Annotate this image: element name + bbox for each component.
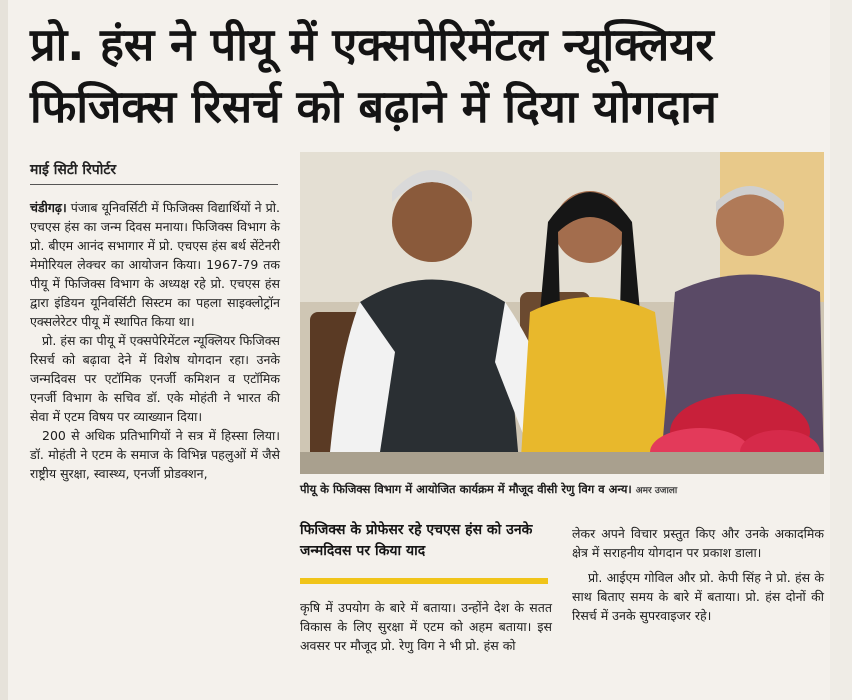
column-3-paragraph-1: लेकर अपने विचार प्रस्तुत किए और उनके अकादमिक क्षेत्र में सराहनीय योगदान पर प्रकाश डाला। bbox=[572, 526, 824, 560]
headline-line-1: प्रो. हंस ने पीयू में एक्सपेरिमेंटल न्यूक्लियर bbox=[30, 18, 714, 71]
photo-caption-text: पीयू के फिजिक्स विभाग में आयोजित कार्यक्रम में मौजूद वीसी रेणु विग व अन्य। bbox=[300, 482, 632, 496]
article-column-3 bbox=[572, 524, 824, 625]
subheading-rule bbox=[300, 578, 548, 584]
dateline: चंडीगढ़। bbox=[30, 200, 67, 215]
byline: माई सिटी रिपोर्टर bbox=[30, 162, 117, 178]
article-column-1 bbox=[30, 198, 280, 483]
headline bbox=[30, 14, 830, 138]
paragraph-1-text: पंजाब यूनिवर्सिटी में फिजिक्स विद्यार्थियों ने प्रो. एचएस हंस का जन्म दिवस मनाया। फिजिक्स विभाग के प्रो. बीएम आनंद सभागार में प्रो. एचएस हंस बर्थ सेंटेनरी मेमोरियल लेक्चर का आयोजन किया। 1967-79 तक पीयू में फिजिक्स विभाग के अध्यक्ष रहे प्रो. एचएस हंस द्वारा इंडियन यूनिवर्सिटी सिस्टम का पहला साइक्लोट्रॉन एक्सलेरेटर पीयू में स्थापित किया था। bbox=[30, 200, 280, 329]
subheading: फिजिक्स के प्रोफेसर रहे एचएस हंस को उनके जन्मदिवस पर किया याद bbox=[300, 522, 533, 559]
column-2-paragraph: कृषि में उपयोग के बारे में बताया। उन्होंने देश के सतत विकास के लिए सुरक्षा में एटम को अहम बताया। इस अवसर पर मौजूद प्रो. रेणु विग ने भी प्रो. हंस को bbox=[300, 600, 552, 653]
adjacent-column-edge-right bbox=[830, 0, 852, 700]
paragraph-1 bbox=[30, 198, 280, 331]
event-photo-illustration bbox=[300, 152, 824, 474]
adjacent-column-edge-left bbox=[0, 0, 8, 700]
column-3-paragraph-2: प्रो. आईएम गोविल और प्रो. केपी सिंह ने प्रो. हंस के साथ बिताए समय के बारे में बताया। प्रो. हंस दोनों की रिसर्च में उनके सुपरवाइजर रहे। bbox=[572, 570, 824, 623]
event-photo bbox=[300, 152, 824, 474]
byline-rule bbox=[30, 184, 278, 185]
photo-credit: अमर उजाला bbox=[635, 486, 678, 496]
photo-caption bbox=[300, 482, 824, 497]
paragraph-2: प्रो. हंस का पीयू में एक्सपेरिमेंटल न्यूक्लियर फिजिक्स रिसर्च को बढ़ावा देने में विशेष योगदान रहा। उनके जन्मदिवस पर एटॉमिक एनर्जी कमिशन व एटॉमिक एनर्जी विभाग के सचिव डॉ. एके मोहंती ने भारत की सेवा में एटम विषय पर व्याख्यान दिया। bbox=[30, 333, 280, 424]
article-column-2 bbox=[300, 598, 552, 655]
headline-line-2: फिजिक्स रिसर्च को बढ़ाने में दिया योगदान bbox=[30, 80, 717, 133]
paragraph-3: 200 से अधिक प्रतिभागियों ने सत्र में हिस्सा लिया। डॉ. मोहंती ने एटम के समाज के विभिन्न पहलुओं में जैसे राष्ट्रीय सुरक्षा, स्वास्थ्य, एनर्जी प्रोडक्शन, bbox=[30, 428, 280, 481]
